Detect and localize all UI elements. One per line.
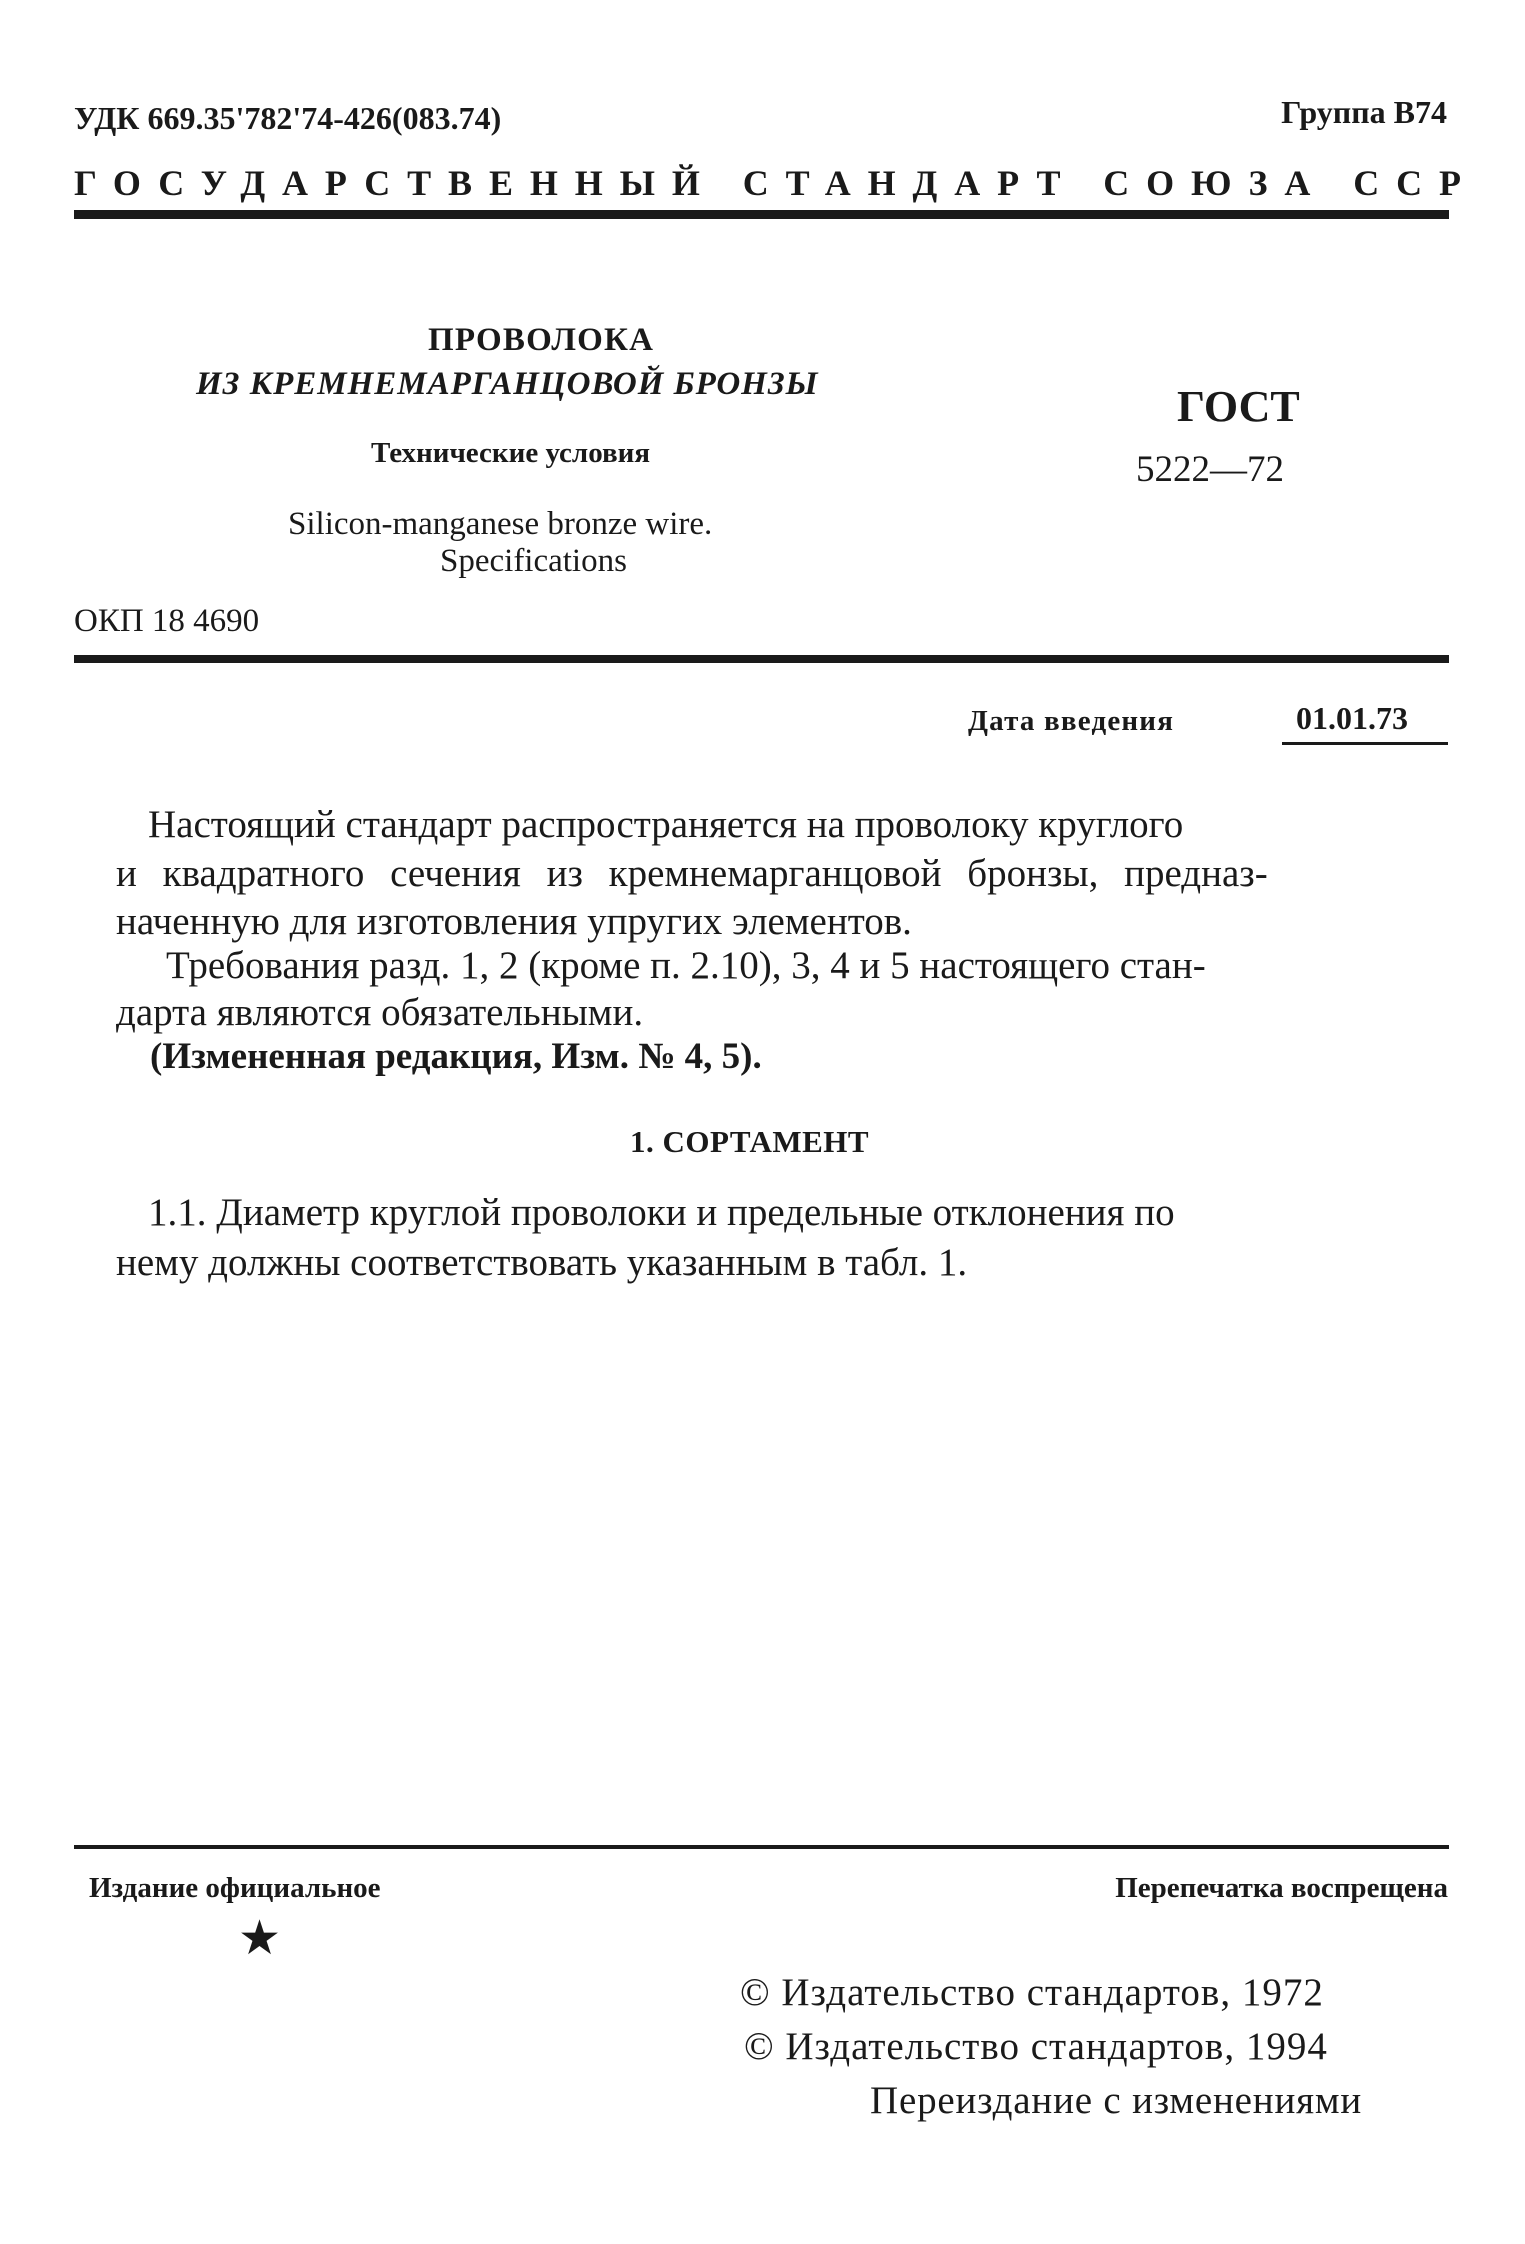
header-rule bbox=[74, 210, 1449, 219]
amendment-note: (Измененная редакция, Изм. № 4, 5). bbox=[150, 1036, 762, 1077]
footer-rule bbox=[74, 1845, 1449, 1849]
title-line-1: ПРОВОЛОКА bbox=[428, 322, 655, 358]
state-standard-banner: ГОСУДАРСТВЕННЫЙ СТАНДАРТ СОЮЗА ССР bbox=[74, 163, 1478, 203]
introduction-date: 01.01.73 bbox=[1296, 700, 1408, 736]
scope-paragraph-line-2: и квадратного сечения из кремнемарганцовой бронзы, предназ- bbox=[116, 852, 1268, 895]
english-title-line-2: Specifications bbox=[440, 543, 627, 579]
english-title-line-1: Silicon-manganese bronze wire. bbox=[288, 506, 713, 542]
clause-1-1-line-2: нему должны соответствовать указанным в табл. 1. bbox=[116, 1241, 968, 1284]
requirements-paragraph-line-1: Требования разд. 1, 2 (кроме п. 2.10), 3, 4 и 5 настоящего стан- bbox=[166, 944, 1206, 987]
clause-1-1-line-1: 1.1. Диаметр круглой проволоки и предельные отклонения по bbox=[148, 1191, 1175, 1234]
copyright-1994: © Издательство стандартов, 1994 bbox=[744, 2025, 1328, 2068]
scope-paragraph-line-3: наченную для изготовления упругих элементов. bbox=[116, 900, 912, 943]
okp-code: ОКП 18 4690 bbox=[74, 603, 260, 639]
reprint-prohibited-label: Перепечатка воспрещена bbox=[1115, 1872, 1448, 1904]
section-title: 1. СОРТАМЕНТ bbox=[630, 1124, 870, 1159]
udc-code: УДК 669.35'782'74-426(083.74) bbox=[74, 100, 502, 136]
requirements-paragraph-line-2: дарта являются обязательными. bbox=[116, 991, 644, 1034]
introduction-date-underline bbox=[1282, 742, 1448, 745]
gost-number: 5222—72 bbox=[1136, 449, 1284, 490]
introduction-date-label: Дата введения bbox=[968, 705, 1175, 737]
official-edition-label: Издание официальное bbox=[89, 1872, 381, 1904]
title-line-2: ИЗ КРЕМНЕМАРГАНЦОВОЙ БРОНЗЫ bbox=[196, 366, 819, 402]
title-block-rule bbox=[74, 655, 1449, 663]
copyright-1972: © Издательство стандартов, 1972 bbox=[740, 1971, 1324, 2014]
reissue-note: Переиздание с изменениями bbox=[870, 2079, 1362, 2122]
star-icon: ★ bbox=[238, 1912, 282, 1965]
subtitle: Технические условия bbox=[371, 437, 651, 469]
group-code: Группа В74 bbox=[1281, 94, 1447, 130]
scope-paragraph-line-1: Настоящий стандарт распространяется на проволоку круглого bbox=[148, 803, 1184, 846]
gost-label: ГОСТ bbox=[1177, 382, 1300, 431]
